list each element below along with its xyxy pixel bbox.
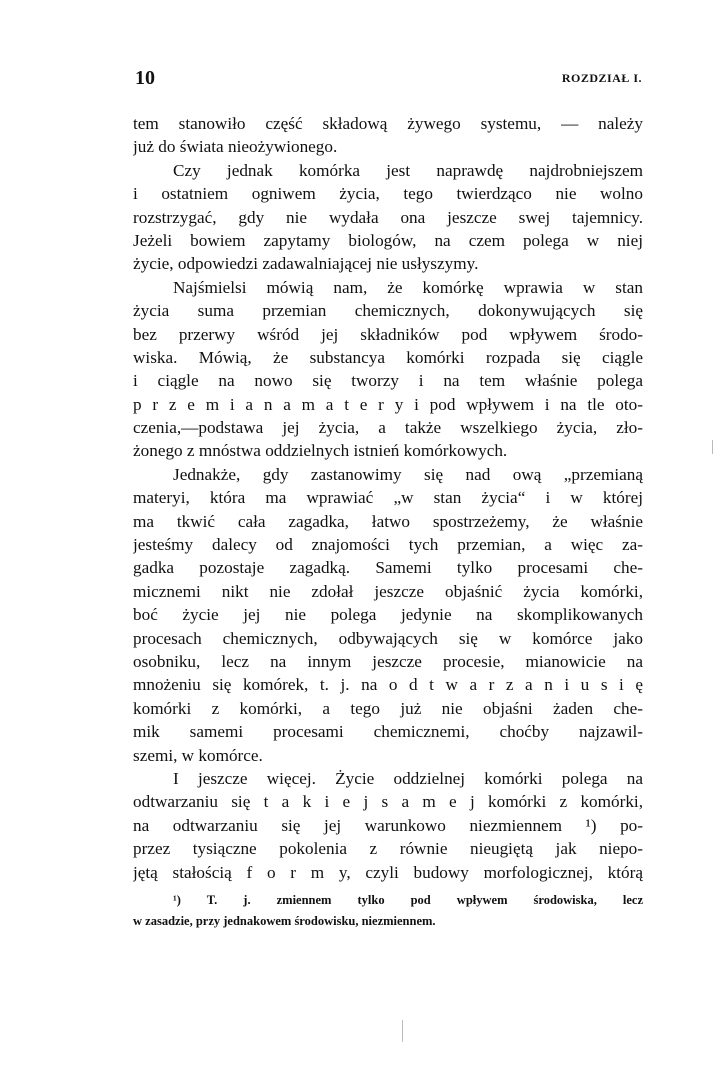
text-line: Jednakże, gdy zastanowimy się nad ową „przemianą: [173, 464, 643, 484]
text-line: rozstrzygać, gdy nie wydała ona jeszcze swej tajemnicy.: [133, 207, 643, 227]
paper-mark: [712, 440, 713, 454]
text-line: przez tysiączne pokolenia z równie nieugiętą jak niepo-: [133, 839, 643, 859]
footnote-line: ¹) T. j. zmiennem tylko pod wpływem środowiska, lecz: [173, 893, 643, 907]
text-line: bez przerwy wśród jej składników pod wpływem środo-: [133, 324, 643, 344]
text-line: micznemi nikt nie zdołał jeszcze objaśnić życia komórki,: [133, 581, 643, 601]
text-line: szemi, w komórce.: [133, 745, 263, 765]
page-number: 10: [135, 67, 155, 89]
text-line: życie, odpowiedzi zadawalniającej nie usłyszymy.: [133, 254, 479, 274]
text-line: czenia,—podstawa jej życia, a także wszelkiego życia, zło-: [133, 418, 643, 438]
text-line: jętą stałością f o r m y, czyli budowy morfologicznej, którą: [133, 862, 643, 882]
text-line: mnożeniu się komórek, t. j. na o d t w a r z a n i u s i ę: [133, 675, 643, 695]
text-line: żonego z mnóstwa oddzielnych istnień komórkowych.: [133, 441, 508, 461]
text-line: odtwarzaniu się t a k i e j s a m e j komórki z komórki,: [133, 792, 643, 812]
text-line: życia suma przemian chemicznych, dokonywujących się: [133, 301, 643, 321]
running-head: ROZDZIAŁ I.: [561, 71, 642, 85]
text-line: jesteśmy dalecy od znajomości tych przemian, a więc za-: [133, 535, 643, 555]
text-line: materyi, która ma wprawiać „w stan życia“ i w której: [133, 488, 643, 508]
paper-mark: [402, 1020, 403, 1042]
text-line: komórki z komórki, a tego już nie objaśni żaden che-: [133, 698, 643, 718]
text-line: i ciągle na nowo się tworzy i na tem właśnie polega: [133, 371, 643, 391]
footnotes: [133, 890, 643, 932]
text-line: Czy jednak komórka jest naprawdę najdrobniejszem: [173, 160, 643, 180]
text-line: gadka pozostaje zagadką. Samemi tylko procesami che-: [133, 558, 643, 578]
text-line: tem stanowiło część składową żywego systemu, — należy: [133, 114, 643, 133]
text-line: i ostatniem ogniwem życia, tego twierdząco nie wolno: [133, 184, 643, 204]
text-line: ma tkwić cała zagadka, łatwo spostrzeżemy, że właśnie: [133, 511, 643, 531]
text-line: procesach chemicznych, odbywających się w komórce jako: [133, 628, 643, 648]
footnote-line: w zasadzie, przy jednakowem środowisku, niezmiennem.: [133, 914, 436, 928]
text-line: mik samemi procesami chemicznemi, choćby najzawil-: [133, 722, 643, 742]
body-text: [133, 112, 643, 884]
text-line: wiska. Mówią, że substancya komórki rozpada się ciągle: [133, 347, 643, 367]
text-line: na odtwarzaniu się jej warunkowo niezmiennem ¹) po-: [133, 815, 643, 835]
text-line: Jeżeli bowiem zapytamy biologów, na czem polega w niej: [133, 230, 643, 250]
text-line: osobniku, lecz na innym jeszcze procesie, mianowicie na: [133, 651, 643, 671]
text-line: już do świata nieożywionego.: [133, 137, 338, 157]
text-line: p r z e m i a n a m a t e r y i pod wpływem i na tle oto-: [133, 394, 643, 414]
text-line: boć życie jej nie polega jedynie na skomplikowanych: [133, 605, 643, 625]
text-line: I jeszcze więcej. Życie oddzielnej komórki polega na: [173, 768, 643, 788]
text-line: Najśmielsi mówią nam, że komórkę wprawia w stan: [173, 277, 643, 297]
